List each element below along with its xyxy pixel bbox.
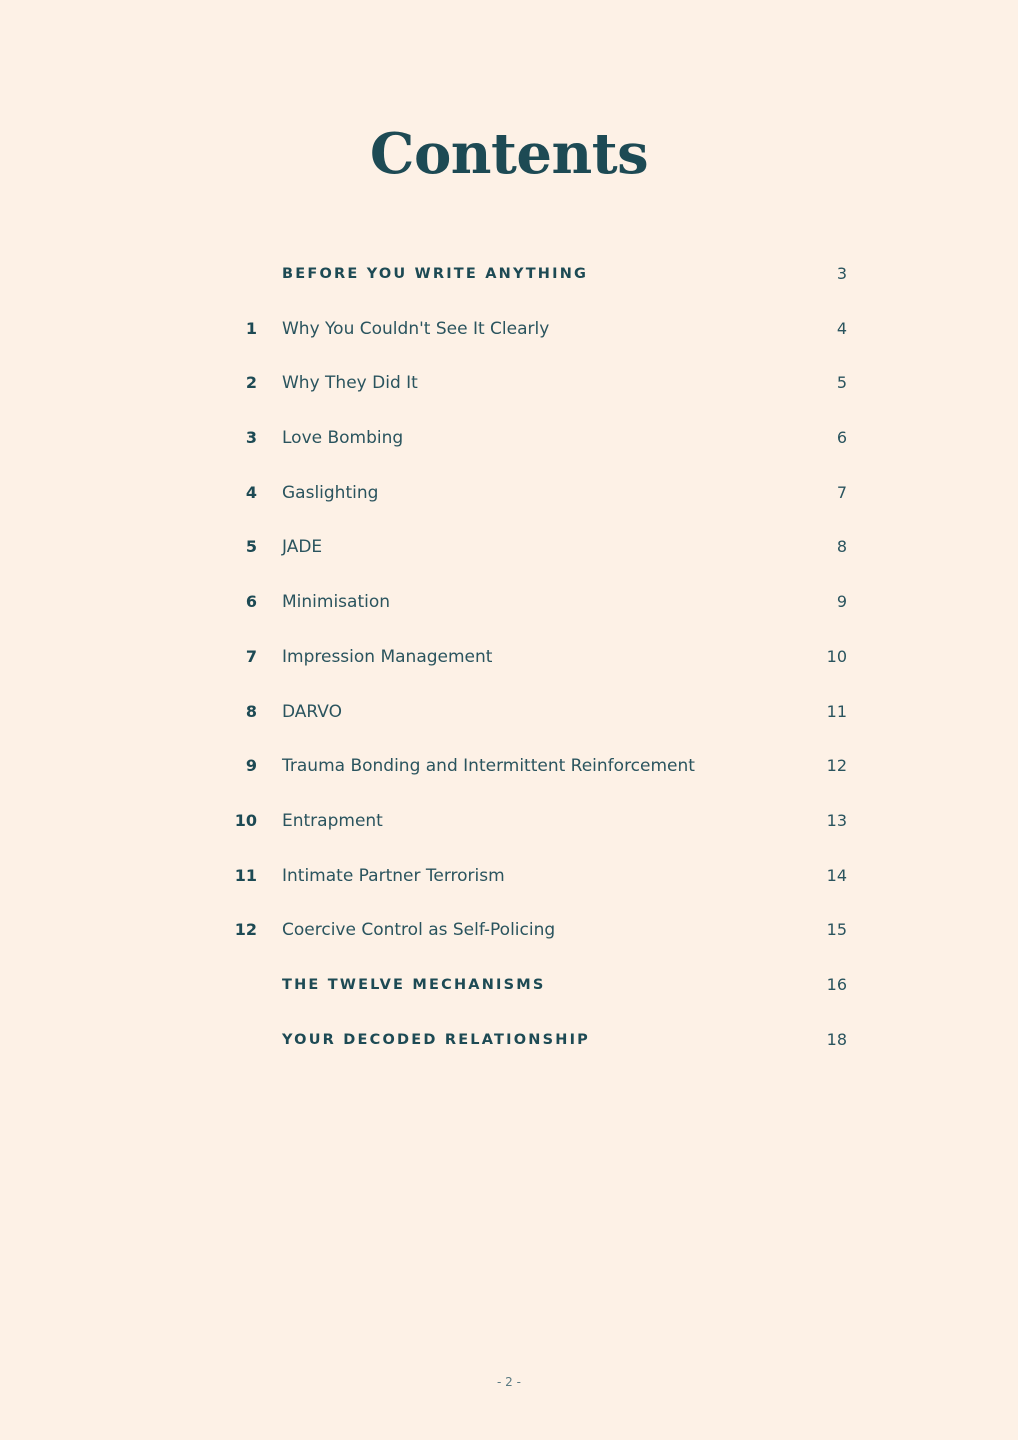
toc-chapter-row[interactable] — [0, 410, 1018, 465]
toc-page-number: 15 — [826, 920, 847, 940]
toc-entry-title: Why They Did It — [282, 373, 418, 394]
toc-entry-title: Minimisation — [282, 592, 391, 613]
page-number: - 2 - — [497, 1375, 521, 1389]
toc-chapter-row[interactable] — [0, 793, 1018, 848]
toc-chapter-number: 6 — [245, 592, 257, 612]
table-of-contents — [0, 246, 1018, 1066]
toc-entry-title: Intimate Partner Terrorism — [282, 865, 505, 886]
toc-page-number: 7 — [836, 482, 847, 502]
toc-page-number: 10 — [826, 646, 847, 666]
toc-chapter-number: 2 — [245, 373, 257, 393]
toc-chapter-row[interactable] — [0, 355, 1018, 410]
toc-chapter-row[interactable] — [0, 465, 1018, 520]
toc-page-number: 14 — [826, 865, 847, 885]
toc-chapter-number: 4 — [245, 482, 257, 502]
toc-page-number: 9 — [836, 592, 847, 612]
toc-entry-title: Why You Couldn't See It Clearly — [282, 318, 550, 339]
toc-entry-title: JADE — [282, 537, 323, 558]
toc-entry-title: Trauma Bonding and Intermittent Reinforcement — [282, 756, 695, 777]
toc-page-number: 12 — [826, 756, 847, 776]
toc-page-number: 16 — [826, 974, 847, 994]
toc-chapter-number: 12 — [234, 920, 257, 940]
toc-chapter-number: 11 — [234, 865, 257, 885]
toc-chapter-number: 3 — [245, 428, 257, 448]
toc-page-number: 11 — [826, 701, 847, 721]
toc-page-number: 13 — [826, 810, 847, 830]
toc-section-row[interactable] — [0, 246, 1018, 301]
toc-page-number: 6 — [836, 428, 847, 448]
toc-section-row[interactable] — [0, 957, 1018, 1012]
toc-entry-title: Love Bombing — [282, 428, 404, 449]
toc-entry-title: YOUR DECODED RELATIONSHIP — [282, 1031, 590, 1048]
toc-chapter-number: 9 — [245, 756, 257, 776]
toc-page-number: 4 — [836, 318, 847, 338]
toc-entry-title: Gaslighting — [282, 482, 379, 503]
toc-entry-title: Impression Management — [282, 646, 493, 667]
toc-entry-title: BEFORE YOU WRITE ANYTHING — [282, 266, 589, 282]
toc-chapter-row[interactable] — [0, 301, 1018, 356]
toc-chapter-row[interactable] — [0, 519, 1018, 574]
toc-entry-title: DARVO — [282, 701, 343, 722]
toc-page-number: 5 — [836, 373, 847, 393]
toc-page-number: 18 — [826, 1029, 847, 1049]
page-title: Contents — [369, 121, 649, 187]
toc-chapter-number: 8 — [245, 701, 257, 721]
toc-chapter-row[interactable] — [0, 574, 1018, 629]
toc-chapter-row[interactable] — [0, 684, 1018, 739]
toc-entry-title: THE TWELVE MECHANISMS — [282, 976, 546, 993]
toc-chapter-row[interactable] — [0, 629, 1018, 684]
toc-page-number: 3 — [836, 264, 847, 283]
toc-chapter-number: 5 — [245, 537, 257, 557]
toc-chapter-row[interactable] — [0, 902, 1018, 957]
toc-chapter-number: 10 — [234, 810, 257, 830]
toc-entry-title: Coercive Control as Self-Policing — [282, 920, 556, 941]
toc-chapter-number: 1 — [245, 318, 257, 338]
toc-chapter-number: 7 — [245, 646, 257, 666]
toc-page-number: 8 — [836, 537, 847, 557]
toc-section-row[interactable] — [0, 1012, 1018, 1067]
toc-entry-title: Entrapment — [282, 810, 383, 831]
toc-chapter-row[interactable] — [0, 848, 1018, 903]
toc-chapter-row[interactable] — [0, 738, 1018, 793]
